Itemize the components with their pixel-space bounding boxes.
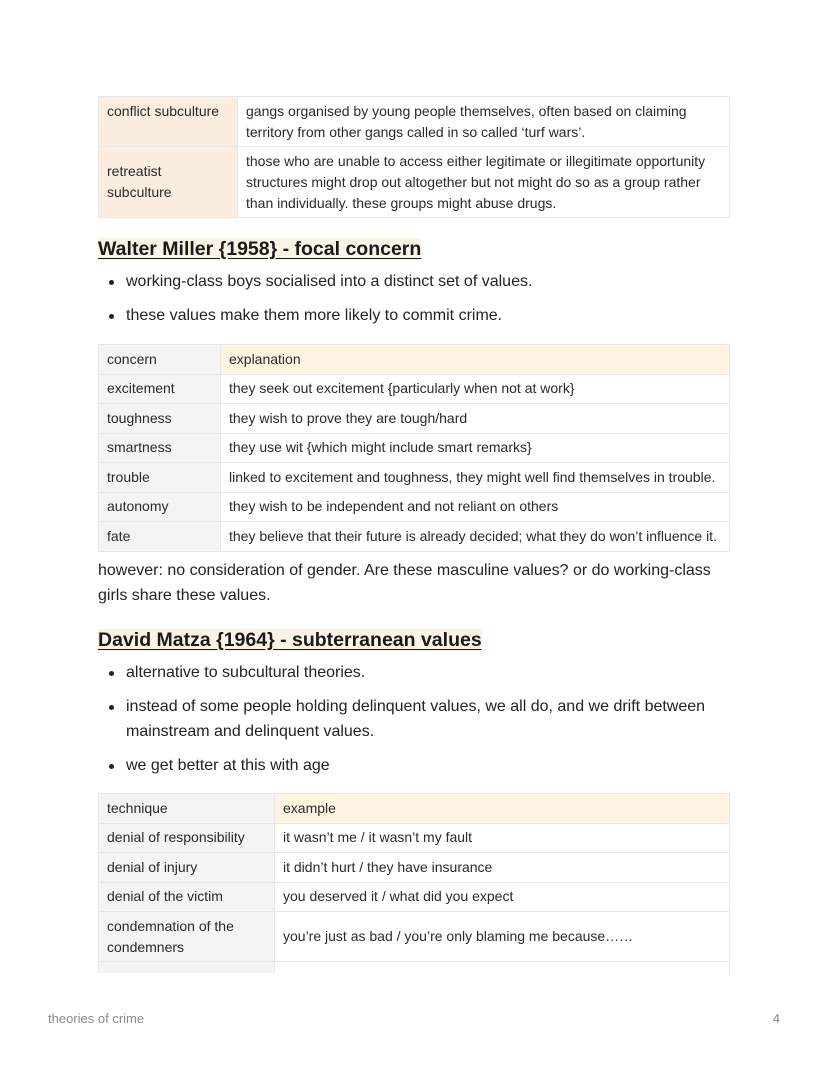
concern-cell: excitement [99, 374, 221, 404]
table-row [99, 97, 730, 147]
concern-cell: smartness [99, 433, 221, 463]
table-row [99, 912, 730, 962]
table-row [99, 492, 730, 522]
technique-cell: denial of the victim [99, 882, 275, 912]
column-header-explanation: explanation [221, 345, 730, 375]
table-header-row [99, 794, 730, 824]
explanation-cell: linked to excitement and toughness, they might well find themselves in trouble. [221, 463, 730, 493]
neutralisation-techniques-table [98, 793, 730, 973]
explanation-cell: they believe that their future is already decided; what they do won’t influence it. [221, 522, 730, 552]
table-row [99, 404, 730, 434]
column-header-example: example [275, 794, 730, 824]
page-number: 4 [772, 1011, 780, 1026]
table-row [99, 882, 730, 912]
table-row [99, 147, 730, 218]
matza-heading-text: David Matza {1964} - subterranean values [98, 629, 482, 651]
example-cell: you deserved it / what did you expect [275, 882, 730, 912]
example-cell [275, 962, 730, 974]
list-item: these values make them more likely to commit crime. [98, 304, 738, 329]
matza-heading [98, 627, 482, 653]
table-row [99, 433, 730, 463]
concern-cell: trouble [99, 463, 221, 493]
explanation-cell: they use wit {which might include smart remarks} [221, 433, 730, 463]
technique-cell: denial of responsibility [99, 823, 275, 853]
table-row [99, 522, 730, 552]
list-item: working-class boys socialised into a distinct set of values. [98, 270, 738, 295]
subculture-table [98, 96, 730, 218]
subculture-term: conflict subculture [99, 97, 238, 147]
example-cell: it wasn’t me / it wasn’t my fault [275, 823, 730, 853]
explanation-cell: they wish to be independent and not reliant on others [221, 492, 730, 522]
table-row [99, 463, 730, 493]
concern-cell: fate [99, 522, 221, 552]
subculture-term: retreatist subculture [99, 147, 238, 218]
table-row [99, 374, 730, 404]
miller-heading [98, 236, 421, 262]
table-header-row [99, 345, 730, 375]
subculture-description: gangs organised by young people themselves, often based on claiming territory from other gangs called in so called ‘turf wars’. [238, 97, 730, 147]
focal-concerns-table [98, 344, 730, 552]
technique-cell: condemnation of the condemners [99, 912, 275, 962]
neutralisation-table-wrapper [98, 793, 730, 973]
table-row-cut-off [99, 962, 730, 974]
miller-bullet-list [98, 270, 738, 338]
column-header-technique: technique [99, 794, 275, 824]
concern-cell: autonomy [99, 492, 221, 522]
footer-document-title: theories of crime [48, 1011, 145, 1026]
example-cell: it didn’t hurt / they have insurance [275, 853, 730, 883]
technique-cell: denial of injury [99, 853, 275, 883]
explanation-cell: they wish to prove they are tough/hard [221, 404, 730, 434]
table-row [99, 823, 730, 853]
subculture-description: those who are unable to access either legitimate or illegitimate opportunity structures might drop out altogether but not might do so as a group rather than individually. these groups might abuse drugs. [238, 147, 730, 218]
list-item: alternative to subcultural theories. [98, 661, 738, 686]
column-header-concern: concern [99, 345, 221, 375]
example-cell: you’re just as bad / you’re only blaming me because…… [275, 912, 730, 962]
technique-cell [99, 962, 275, 974]
miller-critique: however: no consideration of gender. Are these masculine values? or do working-class girls share these values. [98, 562, 711, 604]
explanation-cell: they seek out excitement {particularly when not at work} [221, 374, 730, 404]
matza-bullet-list [98, 661, 738, 788]
miller-heading-text: Walter Miller {1958} - focal concern [98, 238, 422, 260]
list-item: we get better at this with age [98, 754, 738, 779]
table-row [99, 853, 730, 883]
list-item: instead of some people holding delinquent values, we all do, and we drift between mainstream and delinquent values. [98, 695, 738, 744]
concern-cell: toughness [99, 404, 221, 434]
